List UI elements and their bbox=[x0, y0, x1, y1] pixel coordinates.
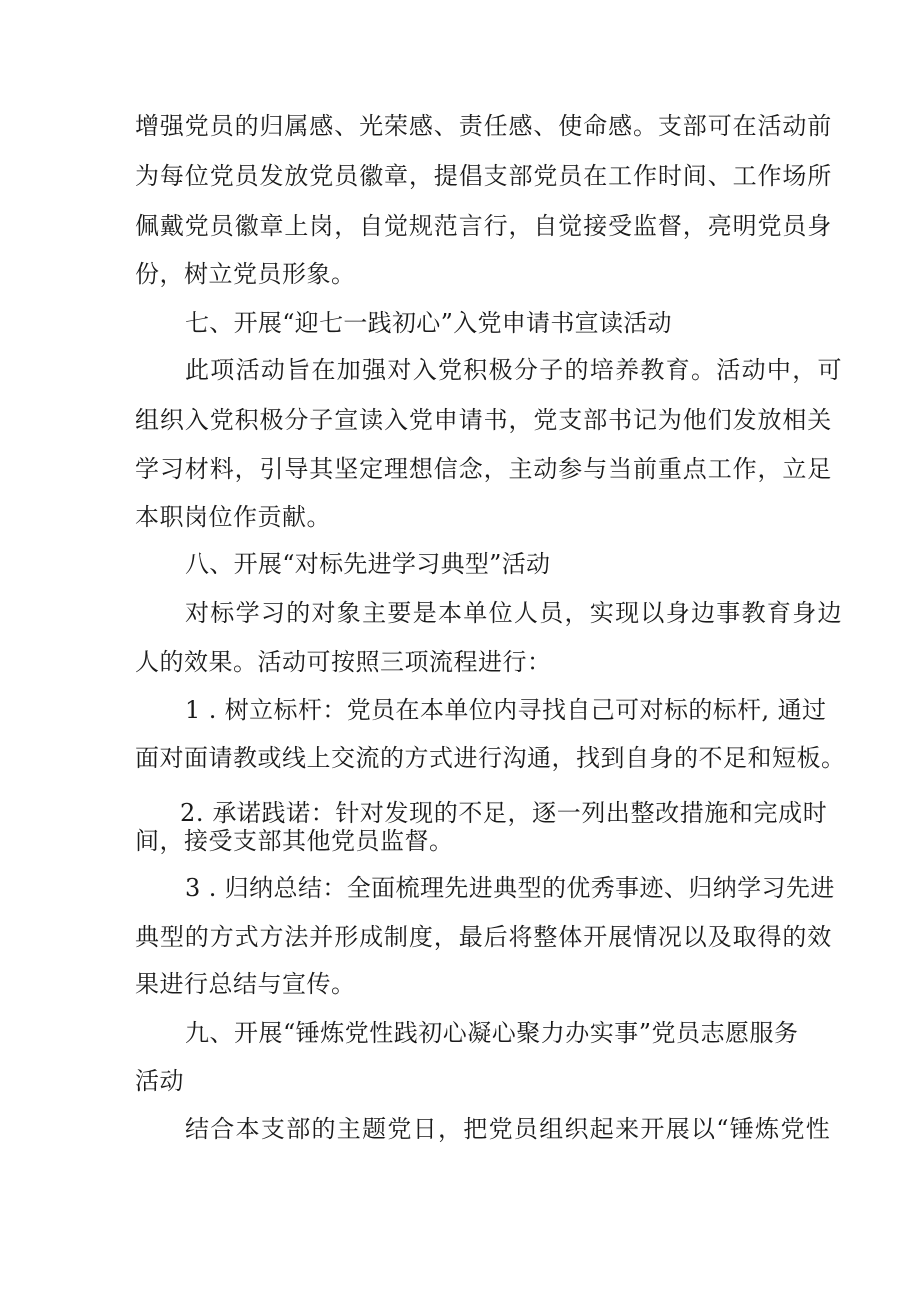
line-text: 增强党员的归属感、光荣感、责任感、使命感。支部可在活动前 bbox=[135, 112, 833, 140]
heading-text: 九、开展“锤炼党性践初心凝心聚力办实事”党员志愿服务 bbox=[185, 1019, 799, 1047]
heading-text: 七、开展“迎七一践初心”入党申请书宣读活动 bbox=[185, 309, 672, 337]
line-text: 份，树立党员形象。 bbox=[135, 260, 356, 288]
line-text: 典型的方式方法并形成制度，最后将整体开展情况以及取得的效 bbox=[135, 923, 833, 951]
line-text: 对标学习的对象主要是本单位人员，实现以身边事教育身边 bbox=[185, 599, 843, 627]
line-text: 为每位党员发放党员徽章，提倡支部党员在工作时间、工作场所 bbox=[135, 162, 833, 190]
line-text: 此项活动旨在加强对入党积极分子的培养教育。活动中，可 bbox=[185, 356, 843, 384]
line-text: 3 . 归纳总结：全面梳理先进典型的优秀事迹、归纳学习先进 bbox=[185, 874, 835, 902]
line-text: 间，接受支部其他党员监督。 bbox=[135, 827, 454, 855]
line-text: 1 . 树立标杆：党员在本单位内寻找自己可对标的标杆, 通过 bbox=[185, 696, 827, 724]
line-text: 人的效果。活动可按照三项流程进行： bbox=[135, 648, 552, 676]
line-text: 佩戴党员徽章上岗，自觉规范言行，自觉接受监督，亮明党员身 bbox=[135, 212, 833, 240]
heading-text: 八、开展“对标先进学习典型”活动 bbox=[185, 550, 551, 578]
line-text: 学习材料，引导其坚定理想信念，主动参与当前重点工作，立足 bbox=[135, 455, 833, 483]
line-text: 面对面请教或线上交流的方式进行沟通，找到自身的不足和短板。 bbox=[135, 744, 846, 772]
line-text: 组织入党积极分子宣读入党申请书，党支部书记为他们发放相关 bbox=[135, 406, 833, 434]
line-text: 果进行总结与宣传。 bbox=[135, 970, 356, 998]
line-text: 2. 承诺践诺：针对发现的不足，逐一列出整改措施和完成时 bbox=[180, 799, 828, 827]
line-text: 本职岗位作贡献。 bbox=[135, 503, 331, 531]
line-text: 结合本支部的主题党日，把党员组织起来开展以“锤炼党性 bbox=[185, 1115, 832, 1143]
line-text: 活动 bbox=[135, 1067, 184, 1095]
